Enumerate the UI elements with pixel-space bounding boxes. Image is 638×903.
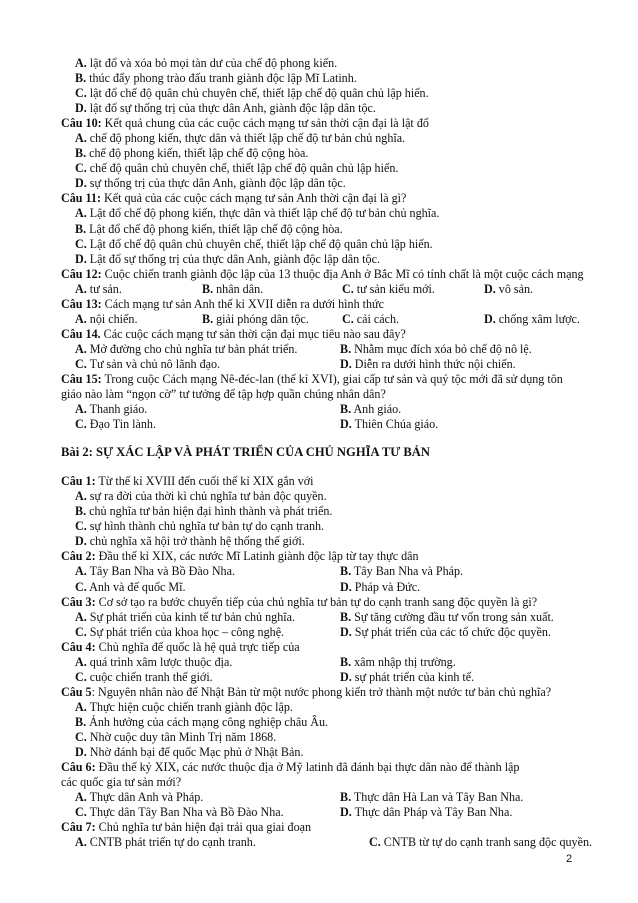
answer-row: [61, 805, 616, 820]
question-label: Câu 5: [61, 684, 92, 699]
answer-option: [340, 790, 523, 804]
answer-option: [202, 312, 309, 326]
option-text: Lật đổ chế độ phong kiến, thiết lập chế độ cộng hòa.: [86, 221, 343, 236]
option-key: A.: [75, 281, 87, 296]
option-text: tư sản.: [86, 281, 122, 296]
question-line: [61, 297, 616, 312]
answer-option: [75, 101, 376, 115]
option-key: A.: [75, 609, 87, 624]
option-key: D.: [340, 579, 352, 594]
question-text: Cách mạng tư sản Anh thế kỉ XVII diễn ra dưới hình thức: [101, 296, 384, 311]
question-line: [61, 116, 616, 131]
question-line: [61, 549, 616, 564]
option-text: Nhằm mục đích xóa bỏ chế độ nô lệ.: [351, 341, 532, 356]
answer-line: [61, 519, 616, 534]
option-text: lật đổ sự thống trị của thực dân Anh, giành độc lập dân tộc.: [86, 101, 376, 116]
question-label: Câu 13:: [61, 296, 102, 311]
option-text: giải phóng dân tộc.: [213, 311, 309, 326]
option-key: B.: [75, 504, 87, 519]
answer-option: [75, 835, 256, 849]
answer-row: [61, 790, 616, 805]
option-key: B.: [75, 146, 87, 161]
question-text: Đầu thế kỉ XIX, các nước Mĩ Latinh giành độc lập từ tay thực dân: [95, 549, 419, 564]
option-key: B.: [340, 654, 352, 669]
option-text: Anh giáo.: [351, 402, 402, 417]
question-text: Chủ nghĩa tư bản hiện đại trải qua giai đoạn: [95, 820, 312, 835]
answer-cell: [61, 282, 202, 297]
option-text: lật đổ chế độ quân chủ chuyên chế, thiết lập chế độ quân chủ lập hiến.: [86, 86, 429, 101]
answer-option: [75, 534, 305, 548]
option-key: A.: [75, 699, 87, 714]
option-text: sự ra đời của thời kì chủ nghĩa tư bản độc quyền.: [86, 489, 327, 504]
answer-cell: [61, 342, 340, 357]
answer-option: [75, 176, 346, 190]
option-text: Tư sản và chủ nô lãnh đạo.: [86, 356, 221, 371]
option-key: C.: [369, 835, 381, 850]
question-label: Câu 15:: [61, 371, 102, 386]
answer-option: [75, 402, 147, 416]
answer-cell: [61, 417, 340, 432]
option-key: A.: [75, 654, 87, 669]
option-text: Lật đổ sự thống trị của thực dân Anh, giành độc lập dân tộc.: [86, 251, 380, 266]
answer-cell: [340, 670, 474, 685]
option-key: A.: [75, 131, 87, 146]
answer-row: [61, 610, 616, 625]
answer-cell: [342, 282, 484, 297]
option-key: D.: [340, 624, 352, 639]
answer-option: [75, 206, 439, 220]
question-line: [61, 327, 616, 342]
option-key: A.: [75, 311, 87, 326]
question-label: Câu 14.: [61, 326, 101, 341]
answer-option: [75, 252, 380, 266]
option-text: Thực dân Hà Lan và Tây Ban Nha.: [351, 790, 524, 805]
question-line: [61, 372, 616, 387]
answer-cell: [340, 625, 551, 640]
option-text: CNTB phát triển tự do cạnh tranh.: [86, 835, 256, 850]
option-key: C.: [75, 669, 87, 684]
question-text: Đầu thế kỷ XIX, các nước thuộc địa ở Mỹ latinh đã đánh bại thực dân nào để thành lập: [95, 760, 520, 775]
question-text: Kết quả chung của các cuộc cách mạng tư sản thời cận đại là lật đổ: [101, 116, 429, 131]
answer-cell: [61, 402, 340, 417]
option-key: D.: [75, 534, 87, 549]
option-text: Thực dân Anh và Pháp.: [86, 790, 204, 805]
question-label: Câu 1:: [61, 474, 96, 489]
option-text: Lật đổ chế độ phong kiến, thực dân và thiết lập chế độ tư bản chủ nghĩa.: [86, 206, 440, 221]
answer-cell: [340, 417, 438, 432]
option-key: C.: [342, 311, 354, 326]
option-text: xâm nhập thị trường.: [351, 654, 456, 669]
answer-option: [75, 655, 232, 669]
answer-option: [75, 715, 328, 729]
answer-line: [61, 86, 616, 101]
option-key: C.: [75, 86, 87, 101]
question-label: Câu 12:: [61, 266, 102, 281]
section-heading: Bài 2: SỰ XÁC LẬP VÀ PHÁT TRIỂN CỦA CHỦ NGHĨA TƯ BẢN: [61, 445, 430, 460]
answer-cell: [340, 610, 554, 625]
option-key: C.: [75, 624, 87, 639]
answer-cell: [340, 564, 463, 579]
question-label: Câu 2:: [61, 549, 96, 564]
option-key: D.: [484, 311, 496, 326]
answer-row: [61, 342, 616, 357]
answer-option: [75, 489, 327, 503]
answer-option: [75, 625, 284, 639]
answer-option: [202, 282, 263, 296]
option-text: nhân dân.: [213, 281, 264, 296]
answer-line: [61, 131, 616, 146]
option-text: Sự phát triển của các tổ chức độc quyền.: [351, 624, 551, 639]
answer-cell: [61, 670, 340, 685]
answer-row: [61, 402, 616, 417]
answer-line: [61, 489, 616, 504]
answer-option: [75, 56, 337, 70]
option-key: D.: [75, 176, 87, 191]
option-text: Đạo Tin lành.: [86, 417, 156, 432]
option-key: B.: [340, 402, 352, 417]
option-key: B.: [202, 281, 214, 296]
option-text: Thực hiện cuộc chiến tranh giành độc lập.: [86, 699, 293, 714]
option-key: A.: [75, 835, 87, 850]
answer-line: [61, 56, 616, 71]
question-text: Các cuộc cách mạng tư sản thời cận đại mục tiêu nào sau đây?: [100, 326, 406, 341]
option-text: lật đổ và xóa bỏ mọi tàn dư của chế độ phong kiến.: [86, 56, 338, 70]
option-key: B.: [75, 221, 87, 236]
option-text: CNTB từ tự do cạnh tranh sang độc quyền.: [380, 835, 593, 850]
answer-option: [75, 417, 156, 431]
answer-option: [75, 222, 343, 236]
answer-line: [61, 504, 616, 519]
answer-cell: [61, 357, 340, 372]
option-key: B.: [340, 609, 352, 624]
answer-option: [75, 580, 186, 594]
answer-option: [340, 417, 438, 431]
option-text: Sự tăng cường đầu tư vốn trong sản xuất.: [351, 609, 554, 624]
answer-cell: [342, 312, 484, 327]
option-key: A.: [75, 56, 87, 70]
option-key: B.: [75, 714, 87, 729]
answer-option: [75, 504, 332, 518]
option-key: D.: [75, 251, 87, 266]
option-key: D.: [340, 417, 352, 432]
page-number: 2: [566, 853, 573, 865]
answer-option: [340, 402, 401, 416]
option-text: Mở đường cho chủ nghĩa tư bản phát triển.: [86, 341, 298, 356]
option-key: A.: [75, 564, 87, 579]
answer-line: [61, 101, 616, 116]
option-text: cuộc chiến tranh thế giới.: [86, 669, 213, 684]
question-line: [61, 191, 616, 206]
option-key: A.: [75, 489, 87, 504]
question-label: Câu 10:: [61, 116, 102, 131]
answer-row: [61, 357, 616, 372]
answer-option: [484, 282, 533, 296]
option-text: sự thống trị của thực dân Anh, giành độc lập dân tộc.: [86, 176, 346, 191]
option-key: B.: [202, 311, 214, 326]
question-line: [61, 760, 616, 775]
answer-option: [75, 564, 235, 578]
answer-option: [75, 237, 433, 251]
answer-option: [75, 86, 429, 100]
answer-cell: [340, 357, 516, 372]
option-text: chủ nghĩa xã hội trở thành hệ thống thế giới.: [86, 534, 305, 549]
page-content: [61, 56, 616, 850]
question-label: Câu 3:: [61, 594, 96, 609]
answer-cell: [340, 805, 512, 820]
question-text: Cơ sở tạo ra bước chuyển tiếp của chủ nghĩa tư bản tự do cạnh tranh sang độc quyền là gì?: [95, 594, 538, 609]
option-key: D.: [340, 805, 352, 820]
option-text: Sự phát triển của khoa học – công nghệ.: [86, 624, 285, 639]
option-key: B.: [340, 564, 352, 579]
question-text: : Nguyên nhân nào để Nhật Bản từ một nước phong kiến trở thành một nước tư bản chủ nghĩa?: [91, 684, 552, 699]
answer-option: [75, 146, 308, 160]
answer-line: [61, 237, 616, 252]
answer-option: [75, 700, 293, 714]
option-text: thúc đẩy phong trào đấu tranh giành độc lập Mĩ Latinh.: [86, 71, 357, 86]
answer-line: [61, 146, 616, 161]
answer-option: [369, 835, 592, 849]
question-label: Câu 7:: [61, 820, 96, 835]
option-text: sự hình thành chủ nghĩa tư bản tự do cạnh tranh.: [86, 519, 325, 534]
answer-line: [61, 71, 616, 86]
option-text: Tây Ban Nha và Bồ Đào Nha.: [86, 564, 235, 579]
answer-line: [61, 222, 616, 237]
answer-option: [75, 131, 405, 145]
answer-cell: [61, 835, 369, 850]
option-key: D.: [340, 669, 352, 684]
option-text: chế độ phong kiến, thiết lập chế độ cộng hòa.: [86, 146, 309, 161]
answer-option: [75, 312, 137, 326]
answer-cell: [61, 655, 340, 670]
answer-line: [61, 534, 616, 549]
question-text: Từ thế kỉ XVIII đến cuối thế kỉ XIX gắn với: [95, 474, 314, 489]
option-text: quá trình xâm lược thuộc địa.: [86, 654, 233, 669]
answer-cell: [484, 282, 614, 297]
option-key: D.: [75, 101, 87, 116]
answer-line: [61, 730, 616, 745]
answer-row: [61, 625, 616, 640]
answer-option: [75, 282, 122, 296]
option-text: Ảnh hưởng của cách mạng công nghiệp châu Âu.: [86, 714, 329, 729]
option-key: A.: [75, 402, 87, 417]
option-text: Thanh giáo.: [86, 402, 148, 417]
answer-option: [484, 312, 580, 326]
answer-option: [340, 342, 532, 356]
question-text: Kết quả của các cuộc cách mạng tư sản Anh thời cận đại là gì?: [100, 191, 407, 206]
answer-cell: [61, 805, 340, 820]
option-key: C.: [75, 729, 87, 744]
option-text: chống xâm lược.: [495, 311, 580, 326]
answer-cell: [61, 610, 340, 625]
option-key: C.: [342, 281, 354, 296]
option-key: C.: [75, 236, 87, 251]
answer-row: [61, 580, 616, 595]
answer-line: [61, 700, 616, 715]
option-key: C.: [75, 417, 87, 432]
answer-option: [75, 357, 220, 371]
answer-row: [61, 282, 616, 297]
answer-line: [61, 176, 616, 191]
answer-option: [340, 580, 420, 594]
question-label: Câu 6:: [61, 760, 96, 775]
question-line: [61, 595, 616, 610]
option-key: C.: [75, 579, 87, 594]
option-key: A.: [75, 790, 87, 805]
answer-option: [342, 312, 399, 326]
answer-row: [61, 564, 616, 579]
answer-option: [340, 564, 463, 578]
answer-cell: [61, 625, 340, 640]
answer-line: [61, 715, 616, 730]
option-text: tư sản kiểu mới.: [353, 281, 435, 296]
answer-cell: [340, 580, 420, 595]
answer-line: [61, 206, 616, 221]
answer-line: [61, 252, 616, 267]
answer-row: [61, 417, 616, 432]
option-text: Sự phát triển của kinh tế tư bản chủ nghĩa.: [86, 609, 296, 624]
question-line: [61, 820, 616, 835]
question-line: [61, 685, 616, 700]
answer-cell: [340, 402, 401, 417]
answer-option: [340, 655, 456, 669]
answer-cell: [61, 790, 340, 805]
option-text: vô sản.: [495, 281, 534, 296]
question-label: Câu 11:: [61, 191, 101, 206]
question-text: Cuộc chiến tranh giành độc lập của 13 thuộc địa Anh ở Bắc Mĩ có tính chất là một cuộc cách mạng: [101, 266, 584, 281]
option-key: B.: [75, 71, 87, 86]
answer-cell: [340, 342, 532, 357]
option-key: D.: [484, 281, 496, 296]
option-key: B.: [340, 341, 352, 356]
answer-cell: [369, 835, 592, 850]
option-text: Thiên Chúa giáo.: [351, 417, 439, 432]
option-text: Thực dân Tây Ban Nha và Bồ Đào Nha.: [86, 805, 284, 820]
answer-row: [61, 655, 616, 670]
question-label: Câu 4:: [61, 639, 96, 654]
option-text: Anh và đế quốc Mĩ.: [86, 579, 186, 594]
answer-row: [61, 312, 616, 327]
question-line: [61, 640, 616, 655]
answer-option: [75, 790, 203, 804]
answer-cell: [202, 312, 342, 327]
question-text: Chủ nghĩa đế quốc là hệ quả trực tiếp của: [95, 639, 300, 654]
answer-option: [340, 357, 516, 371]
option-key: B.: [340, 790, 352, 805]
answer-option: [75, 342, 297, 356]
answer-cell: [61, 580, 340, 595]
option-text: chế độ phong kiến, thực dân và thiết lập chế độ tư bản chủ nghĩa.: [86, 131, 406, 146]
option-key: A.: [75, 206, 87, 221]
answer-line: [61, 161, 616, 176]
option-text: Nhờ cuộc duy tân Minh Trị năm 1868.: [86, 729, 277, 744]
answer-cell: [340, 790, 523, 805]
option-text: chế độ quân chủ chuyên chế, thiết lập chế độ quân chủ lập hiến.: [86, 161, 399, 176]
question-line: [61, 474, 616, 489]
question-continuation: các quốc gia tư sản mới?: [61, 775, 182, 790]
option-text: Lật đổ chế độ quân chủ chuyên chế, thiết lập chế độ quân chủ lập hiến.: [86, 236, 433, 251]
answer-option: [340, 670, 474, 684]
question-continuation: giáo nào làm “ngọn cờ” tư tưởng để tập hợp quần chúng nhân dân?: [61, 387, 386, 402]
answer-option: [75, 745, 303, 759]
answer-option: [340, 610, 554, 624]
question-line: [61, 267, 616, 282]
answer-cell: [202, 282, 342, 297]
option-key: C.: [75, 805, 87, 820]
option-key: C.: [75, 356, 87, 371]
answer-option: [75, 519, 324, 533]
option-text: chủ nghĩa tư bản hiện đại hình thành và phát triển.: [86, 504, 333, 519]
option-text: Thực dân Pháp và Tây Ban Nha.: [351, 805, 513, 820]
answer-cell: [340, 655, 456, 670]
answer-option: [340, 625, 551, 639]
answer-option: [340, 805, 512, 819]
option-key: D.: [340, 356, 352, 371]
answer-cell: [61, 564, 340, 579]
answer-option: [75, 161, 398, 175]
option-text: sự phát triển của kinh tế.: [351, 669, 475, 684]
answer-cell: [484, 312, 614, 327]
answer-row: [61, 670, 616, 685]
option-text: cải cách.: [353, 311, 400, 326]
option-key: A.: [75, 341, 87, 356]
answer-option: [75, 730, 276, 744]
option-text: Diễn ra dưới hình thức nội chiến.: [351, 356, 516, 371]
option-text: Tây Ban Nha và Pháp.: [351, 564, 464, 579]
option-key: D.: [75, 745, 87, 760]
option-text: nội chiến.: [86, 311, 138, 326]
option-text: Nhờ đánh bại đế quốc Mạc phủ ở Nhật Bản.: [86, 745, 304, 760]
question-text: Trong cuộc Cách mạng Nê-đéc-lan (thế kỉ XVI), giai cấp tư sản và quý tộc mới đã sử dụng tôn: [101, 371, 563, 386]
answer-row: [61, 835, 616, 850]
answer-option: [342, 282, 435, 296]
answer-line: [61, 745, 616, 760]
option-text: Pháp và Đức.: [351, 579, 421, 594]
answer-option: [75, 670, 213, 684]
option-key: C.: [75, 519, 87, 534]
answer-option: [75, 71, 357, 85]
answer-option: [75, 610, 295, 624]
option-key: C.: [75, 161, 87, 176]
answer-option: [75, 805, 284, 819]
answer-cell: [61, 312, 202, 327]
